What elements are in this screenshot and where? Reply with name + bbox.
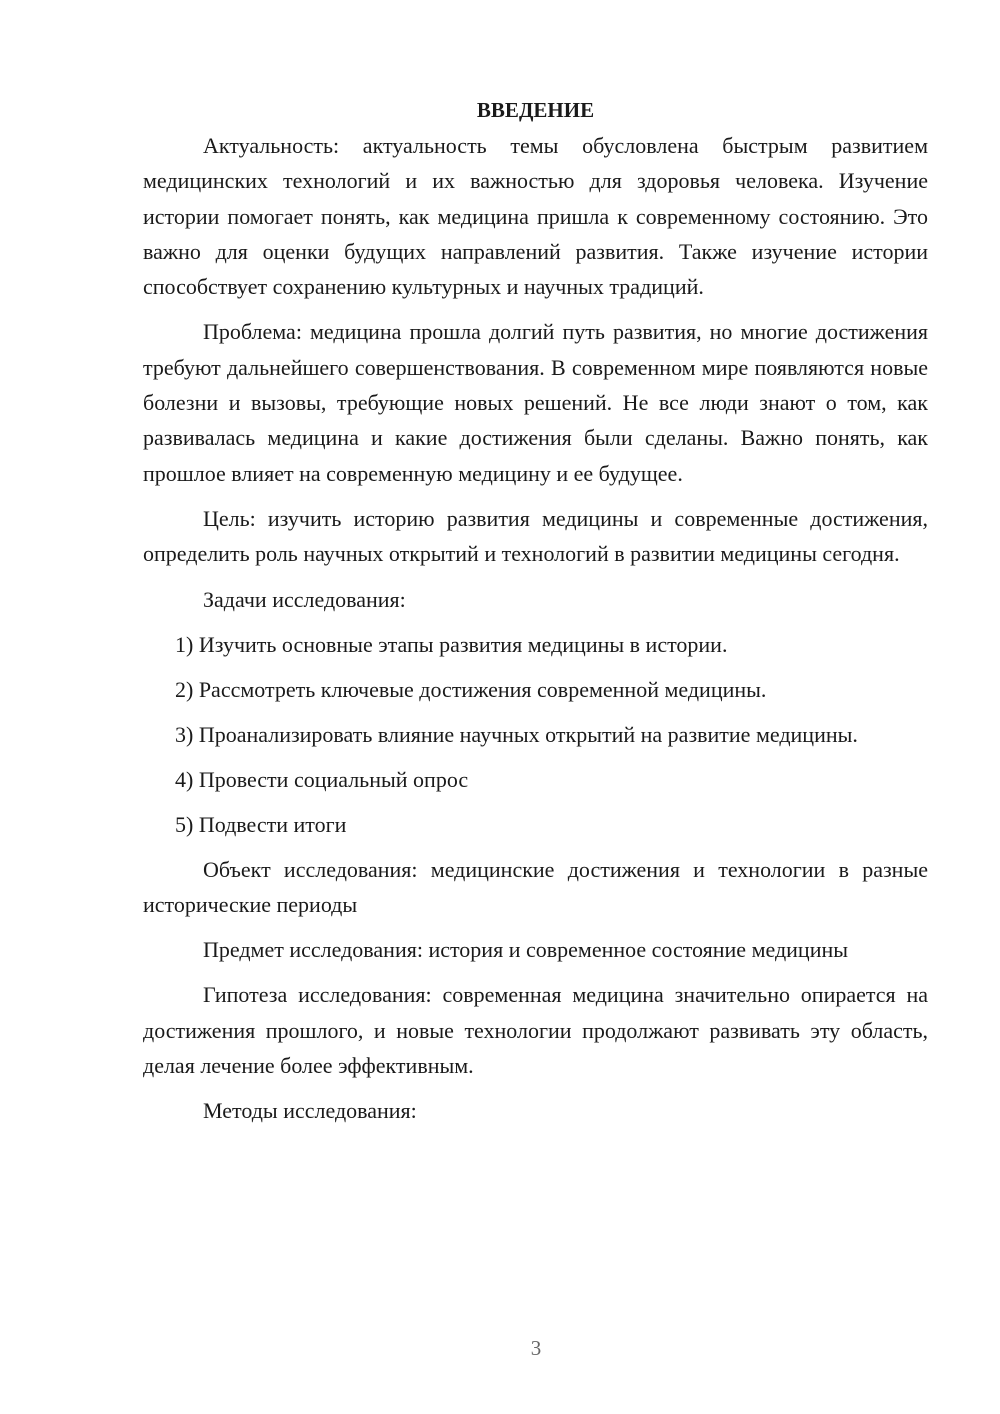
task-item-5: 5) Подвести итоги bbox=[175, 811, 347, 837]
hypothesis-paragraph: Гипотеза исследования: современная медицина значительно опирается на достижения прошлого, и новые технологии продолжают развивать эту область, делая лечение более эффективным. bbox=[143, 982, 928, 1079]
problem-paragraph: Проблема: медицина прошла долгий путь развития, но многие достижения требуют дальнейшего совершенствования. В современном мире появляются новые болезни и вызовы, требующие новых решений. Не все люди знают о том, как развивалась медицина и какие достижения были сделаны. Важно понять, как прошлое влияет на современную медицину и ее будущее. bbox=[143, 319, 928, 486]
object-paragraph: Объект исследования: медицинские достижения и технологии в разные исторические периоды bbox=[143, 856, 928, 918]
page-number: 3 bbox=[530, 1336, 542, 1360]
task-item-4: 4) Провести социальный опрос bbox=[175, 766, 469, 792]
tasks-heading: Задачи исследования: bbox=[203, 586, 406, 612]
task-item-1: 1) Изучить основные этапы развития медицины в истории. bbox=[175, 631, 728, 657]
page-content bbox=[143, 92, 928, 1138]
page-title: ВВЕДЕНИЕ bbox=[476, 98, 595, 122]
goal-paragraph: Цель: изучить историю развития медицины и современные достижения, определить роль научных открытий и технологий в развитии медицины сегодня. bbox=[143, 505, 928, 567]
relevance-paragraph: Актуальность: актуальность темы обусловлена быстрым развитием медицинских технологий и их важностью для здоровья человека. Изучение истории помогает понять, как медицина пришла к современному состоянию. Это важно для оценки будущих направлений развития. Также изучение истории способствует сохранению культурных и научных традиций. bbox=[143, 133, 928, 300]
methods-heading: Методы исследования: bbox=[203, 1098, 417, 1124]
task-item-3: 3) Проанализировать влияние научных открытий на развитие медицины. bbox=[175, 721, 858, 747]
subject-paragraph: Предмет исследования: история и современное состояние медицины bbox=[203, 937, 849, 963]
task-item-2: 2) Рассмотреть ключевые достижения современной медицины. bbox=[175, 676, 767, 702]
